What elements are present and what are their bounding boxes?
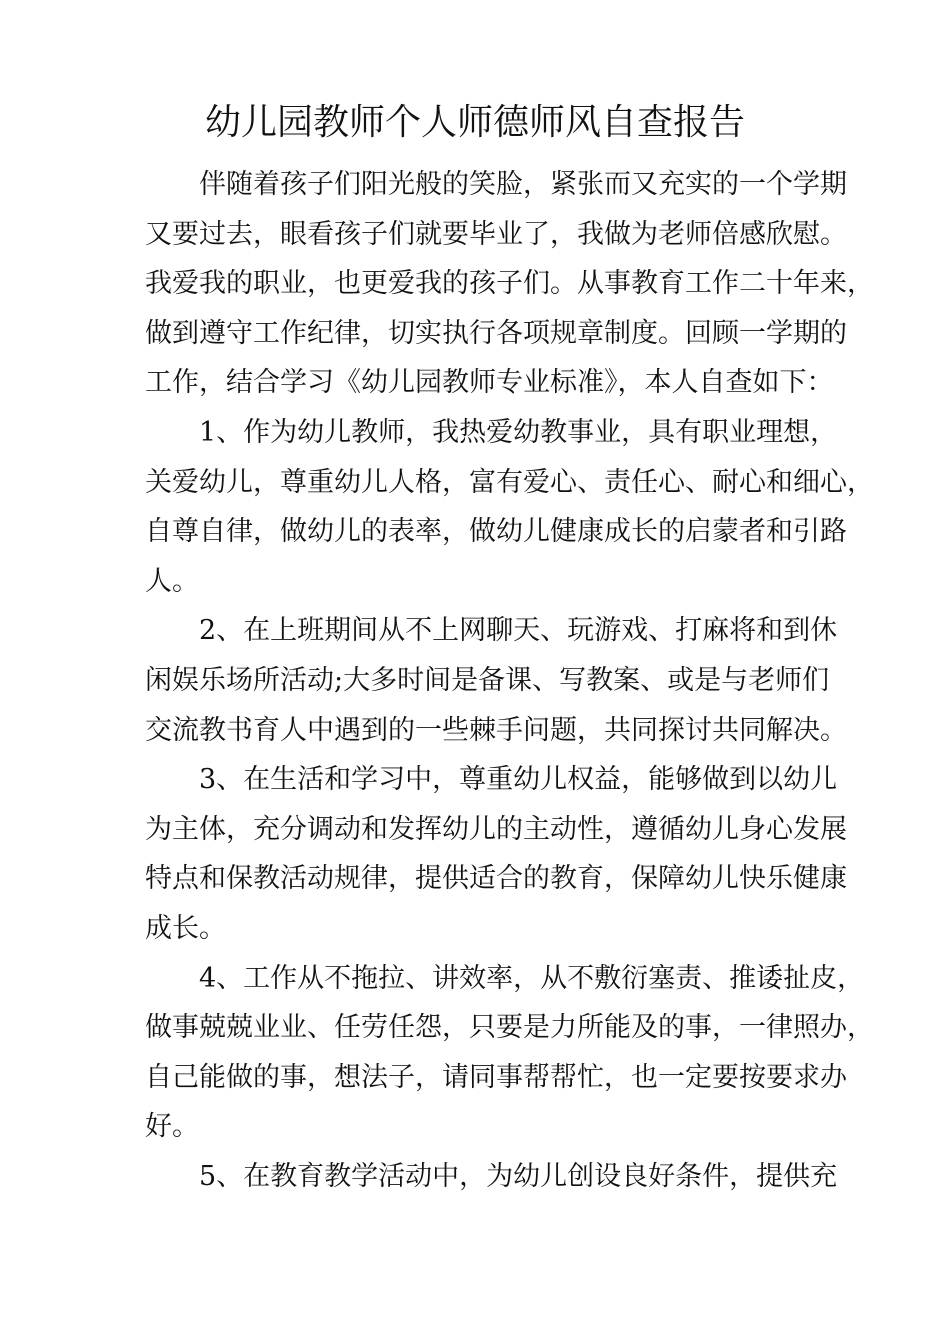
document-body — [145, 160, 874, 1201]
text-line: 2、在上班期间从不上网聊天、玩游戏、打麻将和到休 — [199, 615, 838, 647]
text-line: 做事兢兢业业、任劳任怨，只要是力所能及的事，一律照办， — [145, 1012, 874, 1044]
text-line: 交流教书育人中遇到的一些棘手问题，共同探讨共同解决。 — [145, 714, 847, 746]
text-line: 5、在教育教学活动中，为幼儿创设良好条件，提供充 — [199, 1160, 838, 1192]
text-line: 闲娱乐场所活动;大多时间是备课、写教案、或是与老师们 — [145, 664, 830, 696]
text-line: 又要过去，眼看孩子们就要毕业了，我做为老师倍感欣慰。 — [145, 218, 847, 250]
text-line: 做到遵守工作纪律，切实执行各项规章制度。回顾一学期的 — [145, 317, 847, 349]
text-line: 为主体，充分调动和发挥幼儿的主动性，遵循幼儿身心发展 — [145, 813, 847, 845]
text-line: 伴随着孩子们阳光般的笑脸，紧张而又充实的一个学期 — [199, 169, 847, 200]
text-line: 自尊自律，做幼儿的表率，做幼儿健康成长的启蒙者和引路 — [145, 516, 847, 548]
text-line: 关爱幼儿，尊重幼儿人格，富有爱心、责任心、耐心和细心， — [145, 466, 874, 498]
text-line: 4、工作从不拖拉、讲效率，从不敷衍塞责、推诿扯皮， — [199, 962, 865, 994]
text-line: 成长。 — [145, 912, 226, 944]
text-line: 我爱我的职业，也更爱我的孩子们。从事教育工作二十年来， — [145, 268, 874, 300]
text-line: 人。 — [145, 565, 199, 597]
text-line: 1、作为幼儿教师，我热爱幼教事业，具有职业理想， — [199, 416, 838, 448]
text-line: 特点和保教活动规律，提供适合的教育，保障幼儿快乐健康 — [145, 863, 847, 895]
text-line: 好。 — [145, 1111, 199, 1143]
text-line: 自己能做的事，想法子，请同事帮帮忙，也一定要按要求办 — [145, 1061, 847, 1093]
text-line: 3、在生活和学习中，尊重幼儿权益，能够做到以幼儿 — [199, 764, 838, 796]
text-line: 工作，结合学习《幼儿园教师专业标准》，本人自查如下： — [145, 367, 834, 399]
page-title: 幼儿园教师个人师德师风自查报告 — [204, 102, 745, 143]
